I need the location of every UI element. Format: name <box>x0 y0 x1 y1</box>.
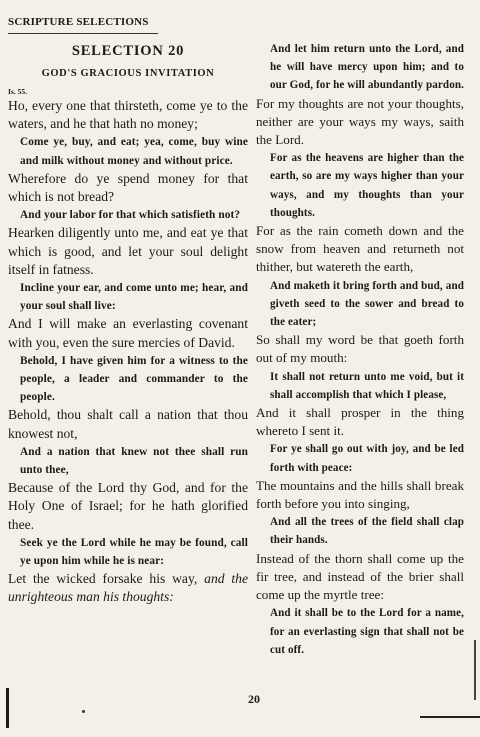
left-column <box>8 42 248 607</box>
verse-response: And a nation that knew not thee shall run unto thee, <box>20 445 248 477</box>
verse-response: It shall not return unto me void, but it shall accomplish that which I please, <box>270 370 464 401</box>
verse-reader: Instead of the thorn shall come up the fir tree, and instead of the brier shall come up the myrtle tree: <box>256 550 464 603</box>
verse-response: And let him return unto the Lord, and he will have mercy upon him; and to our God, for he will abundantly pardon. <box>270 43 464 92</box>
verse-reader: Behold, thou shalt call a nation that thou knowest not, <box>8 407 248 441</box>
verse-reader: And it shall prosper in the thing whereto I sent it. <box>256 405 464 439</box>
verse-response: For ye shall go out with joy, and be led forth with peace: <box>270 443 464 474</box>
verse-reader <box>8 570 248 606</box>
selection-subtitle: GOD'S GRACIOUS INVITATION <box>41 68 215 79</box>
right-column <box>256 40 464 659</box>
verse-response: For as the heavens are higher than the earth, so are my ways higher than your ways, and my thoughts than your thoughts. <box>270 152 464 219</box>
verse-reader: Hearken diligently unto me, and eat ye that which is good, and let your soul delight itself in fatness. <box>8 225 248 277</box>
verse-reader: Wherefore do ye spend money for that which is not bread? <box>8 170 248 205</box>
scripture-reference: Is. 55. <box>8 87 27 96</box>
verse-reader: Because of the Lord thy God, and for the Holy One of Israel; for he hath glorified thee. <box>8 480 248 532</box>
verse-response: And it shall be to the Lord for a name, for an everlasting sign that shall not be cut off. <box>270 607 464 656</box>
verse-response: And maketh it bring forth and bud, and giveth seed to the sower and bread to the eater; <box>270 279 464 329</box>
verse-response: Behold, I have given him for a witness to the people, a leader and commander to the people. <box>20 354 248 404</box>
verse-reader: For my thoughts are not your thoughts, neither are your ways my ways, saith the Lord. <box>256 95 464 148</box>
verse-response: And your labor for that which satisfieth not? <box>20 209 241 222</box>
running-header: SCRIPTURE SELECTIONS <box>8 16 149 28</box>
verse-response: Come ye, buy, and eat; yea, come, buy wine and milk without money and without price. <box>20 136 248 167</box>
margin-dot <box>82 710 85 713</box>
page-number: 20 <box>248 692 260 706</box>
verse-reader: The mountains and the hills shall break forth before you into singing, <box>256 477 464 512</box>
header-rule <box>8 33 158 34</box>
right-edge-mark <box>474 640 476 700</box>
verse-reader: And I will make an everlasting covenant with you, even the sure mercies of David. <box>8 316 248 350</box>
verse-reader: Ho, every one that thirsteth, come ye to the waters, and he that hath no money; <box>8 98 248 132</box>
verse-reader: For as the rain cometh down and the snow from heaven and returneth not thither, but watereth the earth, <box>256 223 464 275</box>
verse-reader-text: Let the wicked forsake his way, <box>8 571 198 587</box>
bottom-rule <box>420 716 480 718</box>
margin-mark <box>6 688 9 728</box>
verse-response: Seek ye the Lord while he may be found, call ye upon him while he is near: <box>20 536 248 568</box>
verse-reader: So shall my word be that goeth forth out of my mouth: <box>256 332 464 366</box>
verse-response: Incline your ear, and come unto me; hear, and your soul shall live: <box>20 282 248 313</box>
verse-reader-italic: and the unrighteous man his thoughts: <box>8 571 248 605</box>
verse-response: And all the trees of the field shall clap their hands. <box>270 516 464 547</box>
selection-title: SELECTION 20 <box>71 43 185 59</box>
